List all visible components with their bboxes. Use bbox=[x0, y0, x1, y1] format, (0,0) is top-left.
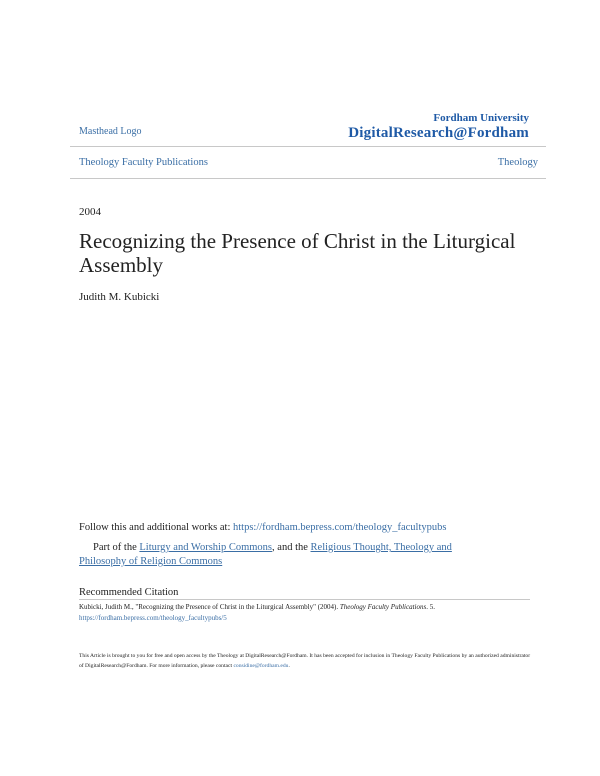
article-title: Recognizing the Presence of Christ in the Liturgical Assembly bbox=[79, 229, 516, 277]
liturgy-commons-link[interactable]: Liturgy and Worship Commons bbox=[139, 542, 273, 553]
recommended-citation-heading: Recommended Citation bbox=[79, 587, 179, 598]
follow-link[interactable]: https://fordham.bepress.com/theology_facultypubs bbox=[233, 522, 447, 533]
contact-email-link[interactable]: considine@fordham.edu bbox=[233, 663, 289, 669]
breadcrumb-department-link[interactable]: Theology bbox=[497, 157, 538, 168]
masthead-logo[interactable]: Masthead Logo bbox=[79, 126, 142, 137]
citation-series: Theology Faculty Publications bbox=[339, 603, 427, 611]
religious-thought-commons-link[interactable]: Religious Thought, Theology and Philosophy of Religion Commons bbox=[79, 542, 452, 567]
header-divider bbox=[70, 146, 546, 147]
publication-year: 2004 bbox=[79, 206, 101, 218]
citation-url-link[interactable]: https://fordham.bepress.com/theology_facultypubs/5 bbox=[79, 614, 227, 622]
university-name: Fordham University bbox=[433, 112, 529, 124]
follow-line bbox=[79, 522, 446, 533]
citation-body: Kubicki, Judith M., "Recognizing the Presence of Christ in the Liturgical Assembly" (2004). bbox=[79, 603, 340, 611]
part-of-prefix: Part of the bbox=[93, 542, 140, 553]
citation-suffix: . 5. bbox=[426, 603, 435, 611]
breadcrumb-divider bbox=[70, 178, 546, 179]
citation-divider bbox=[79, 599, 530, 600]
article-author: Judith M. Kubicki bbox=[79, 291, 160, 303]
follow-prefix: Follow this and additional works at: bbox=[79, 522, 233, 533]
repository-name: DigitalResearch@Fordham bbox=[348, 125, 529, 141]
repository-brand[interactable] bbox=[348, 112, 529, 142]
part-of-line bbox=[79, 541, 499, 569]
access-notice bbox=[79, 651, 534, 671]
part-of-joiner: , and the bbox=[272, 542, 311, 553]
access-notice-text: This Article is brought to you for free and open access by the Theology at DigitalResearch@Fordham. It has been accepted for inclusion in Theology Faculty Publications by an authorized administrator of DigitalResearch@Fordham. For more information, please contact bbox=[79, 653, 531, 669]
citation-text bbox=[79, 602, 534, 624]
access-notice-end: . bbox=[288, 663, 290, 669]
breadcrumb-series-link[interactable]: Theology Faculty Publications bbox=[79, 157, 208, 168]
